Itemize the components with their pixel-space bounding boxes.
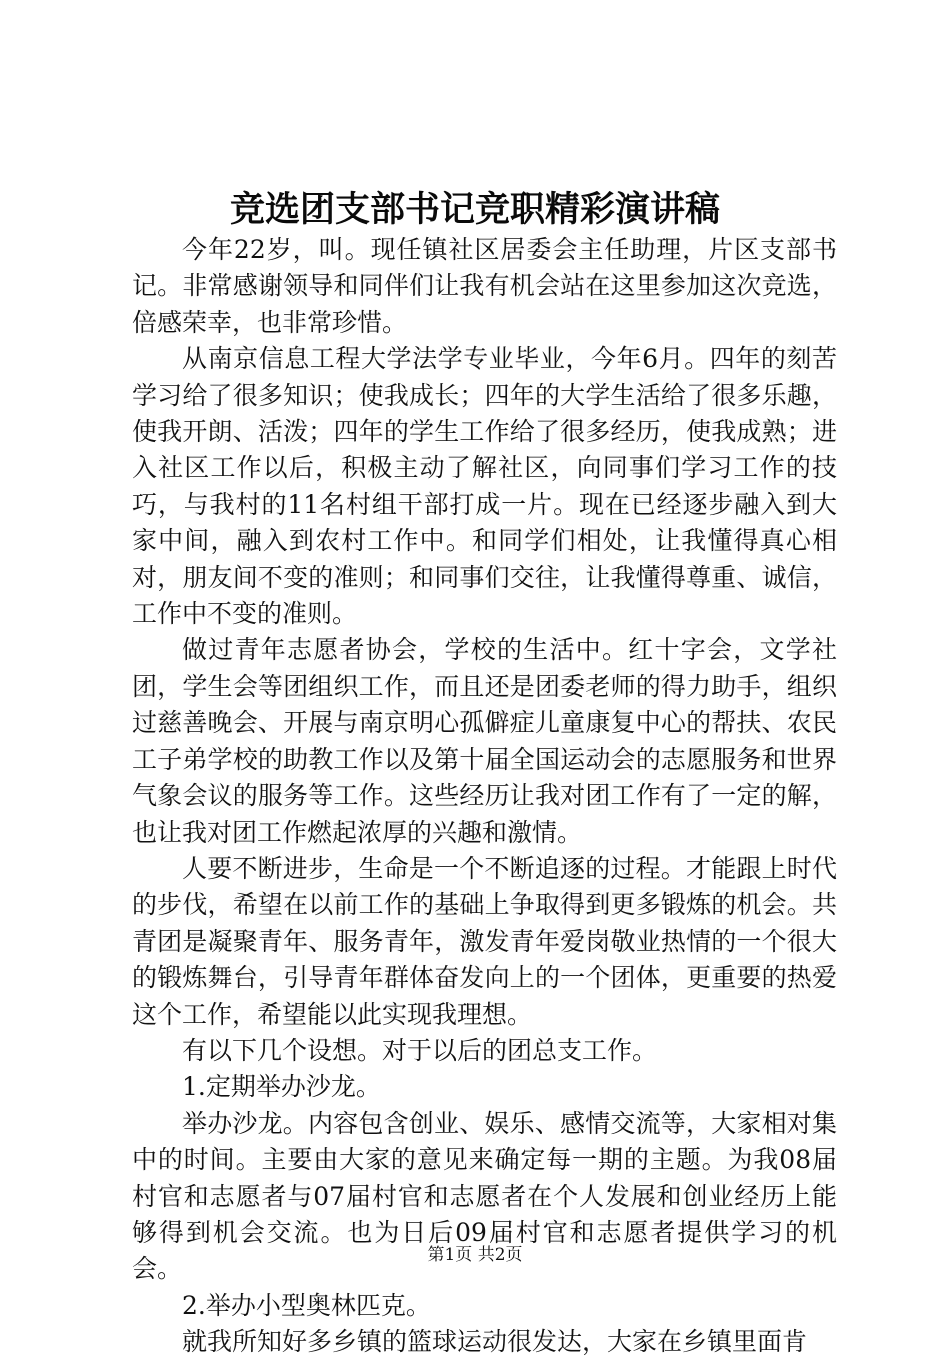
paragraph-experience: 做过青年志愿者协会，学校的生活中。红十字会，文学社团，学生会等团组织工作，而且还是团委老师的得力助手，组织过慈善晚会、开展与南京明心孤僻症儿童康复中心的帮扶、农民工子弟学校的助教工作以及第十届全国运动会的志愿服务和世界气象会议的服务等工作。这些经历让我对团工作有了一定的解，也让我对团工作燃起浓厚的兴趣和激情。 xyxy=(132,635,837,847)
paragraph-progress: 人要不断进步，生命是一个不断追逐的过程。才能跟上时代的步伐，希望在以前工作的基础上争取得到更多锻炼的机会。共青团是凝聚青年、服务青年，激发青年爱岗敬业热情的一个很大的锻炼舞台，引导青年群体奋发向上的一个团体，更重要的热爱这个工作，希望能以此实现我理想。 xyxy=(132,853,837,1029)
paragraph-plans-intro: 有以下几个设想。对于以后的团总支工作。 xyxy=(182,1035,658,1065)
paragraph-plan-2-heading: 2.举办小型奥林匹克。 xyxy=(182,1290,431,1320)
paragraph-education: 从南京信息工程大学法学专业毕业，今年6月。四年的刻苦学习给了很多知识；使我成长；四年的大学生活给了很多乐趣，使我开朗、活泼；四年的学生工作给了很多经历，使我成熟；进入社区工作以后，积极主动了解社区，向同事们学习工作的技巧，与我村的11名村组干部打成一片。现在已经逐步融入到大家中间，融入到农村工作中。和同学们相处，让我懂得真心相对，朋友间不变的准则；和同事们交往，让我懂得尊重、诚信，工作中不变的准则。 xyxy=(132,344,837,629)
page-footer: 第1页 共2页 xyxy=(427,1245,523,1265)
paragraph-plan-2-detail: 就我所知好多乡镇的篮球运动很发达，大家在乡镇里面肯 xyxy=(182,1327,808,1357)
document-body xyxy=(132,232,837,1361)
paragraph-intro: 今年22岁，叫。现任镇社区居委会主任助理，片区支部书记。非常感谢领导和同伴们让我有机会站在这里参加这次竞选，倍感荣幸，也非常珍惜。 xyxy=(132,235,837,337)
document-title: 竞选团支部书记竞职精彩演讲稿 xyxy=(229,189,720,230)
paragraph-plan-1-detail: 举办沙龙。内容包含创业、娱乐、感情交流等，大家相对集中的时间。主要由大家的意见来确定每一期的主题。为我08届村官和志愿者与07届村官和志愿者在个人发展和创业经历上能够得到机会交流。也为日后09届村官和志愿者提供学习的机会。 xyxy=(132,1108,837,1284)
paragraph-plan-1-heading: 1.定期举办沙龙。 xyxy=(182,1072,381,1102)
